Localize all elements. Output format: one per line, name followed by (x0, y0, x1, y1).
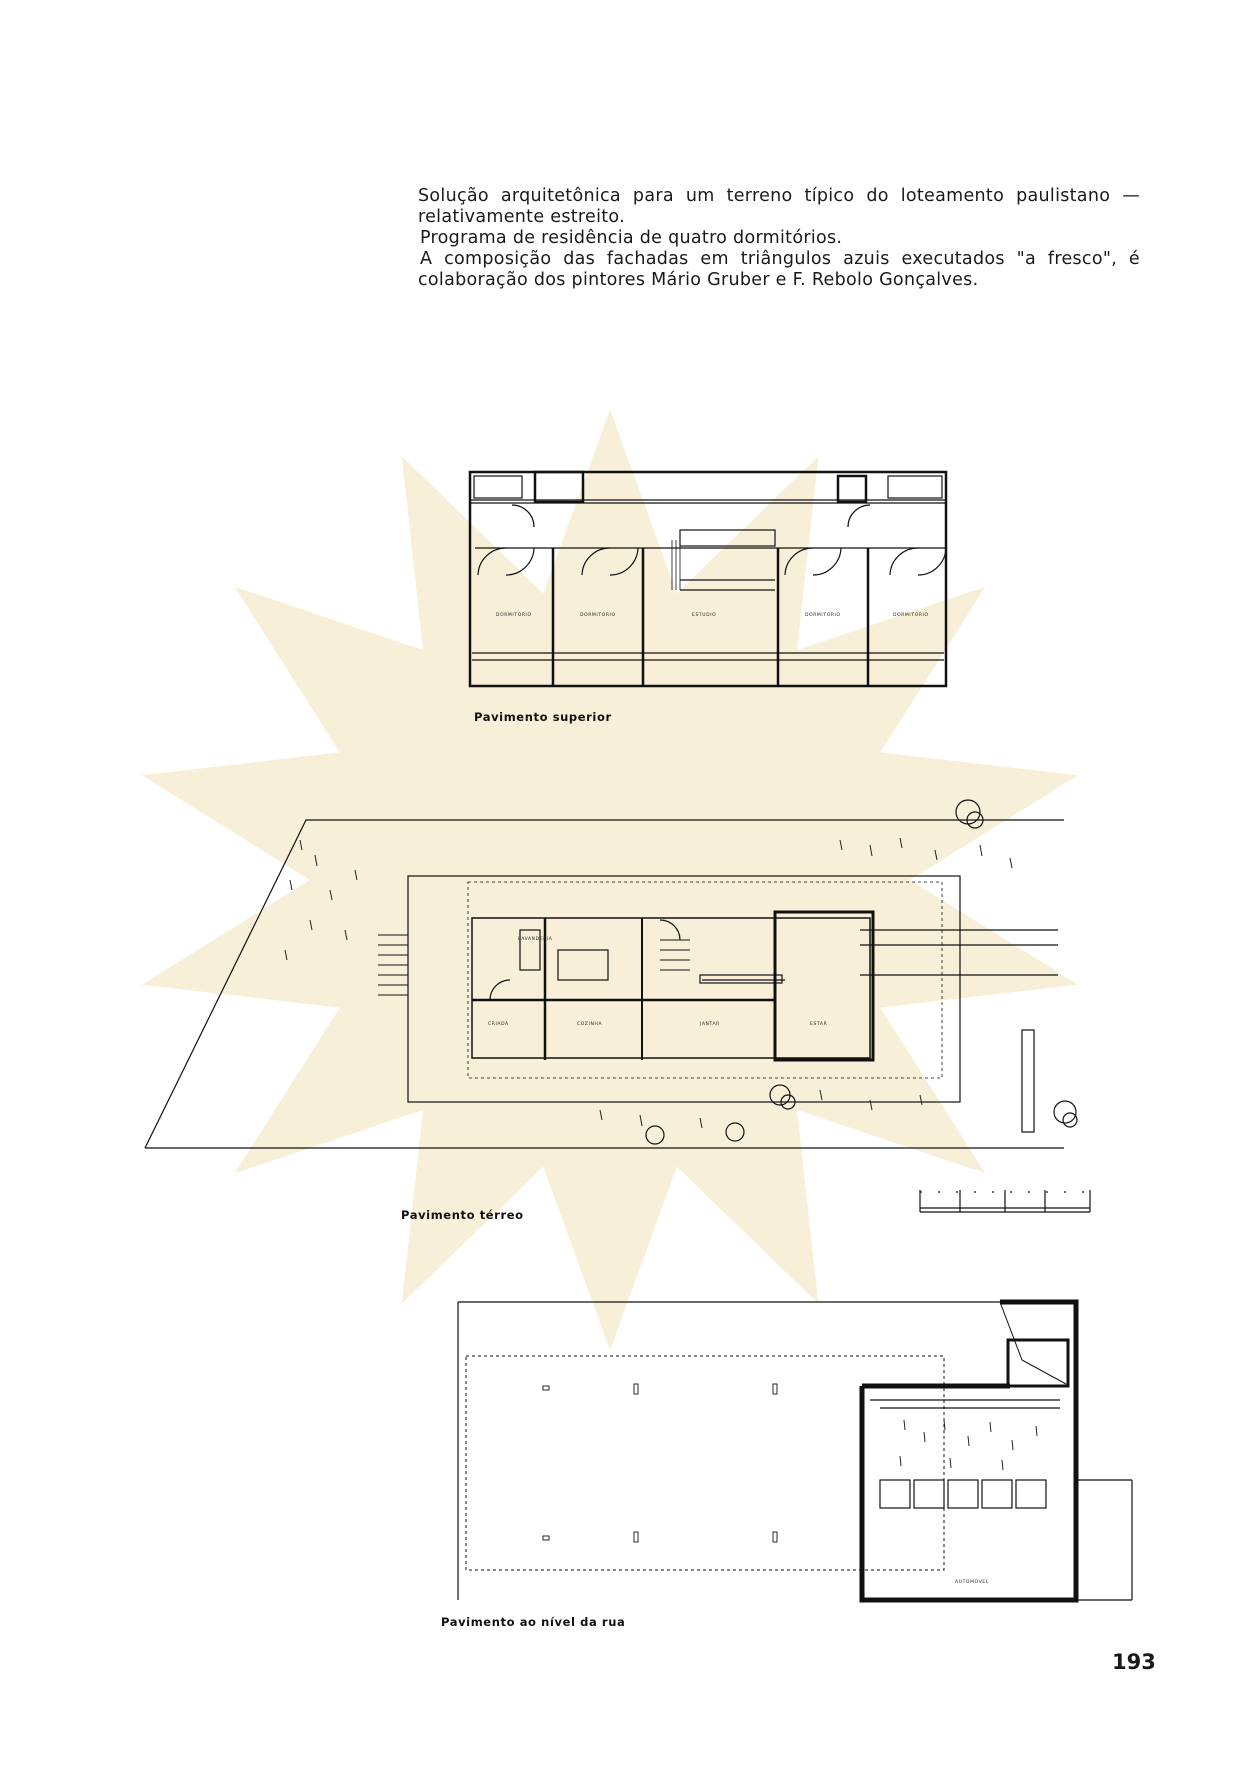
intro-paragraph-2: Programa de residência de quatro dormitórios. (420, 228, 843, 248)
ground-room-1: LAVANDERIA (518, 937, 553, 942)
upper-room-4: DORMITORIO (805, 613, 841, 618)
intro-paragraph-3: A composição das fachadas em triângulos azuis executados "a fresco", é colaboração dos pintores Mário Gruber e F. Rebolo Gonçalves. (418, 249, 1140, 290)
upper-room-2: DORMITORIO (580, 613, 616, 618)
upper-room-5: DORMITORIO (893, 613, 929, 618)
columns (543, 1384, 777, 1542)
ground-room-5: ESTAR (810, 1022, 828, 1027)
ground-room-3: COZINHA (577, 1022, 603, 1027)
page-number: 193 (1112, 1650, 1156, 1674)
caption-upper: Pavimento superior (474, 710, 612, 724)
street-room-1: AUTOMOVEL (955, 1580, 989, 1585)
ground-room-4: JANTAR (700, 1022, 720, 1027)
intro-paragraph-1: Solução arquitetônica para um terreno típico do loteamento paulistano — relativamente estreito. (418, 186, 1140, 227)
upper-room-1: DORMITORIO (496, 613, 532, 618)
upper-room-3: ESTUDIO (692, 613, 717, 618)
caption-street: Pavimento ao nível da rua (441, 1615, 626, 1629)
caption-ground: Pavimento térreo (401, 1208, 524, 1222)
garden-marks (900, 1420, 1037, 1470)
ground-room-2: CRIADA (488, 1022, 509, 1027)
